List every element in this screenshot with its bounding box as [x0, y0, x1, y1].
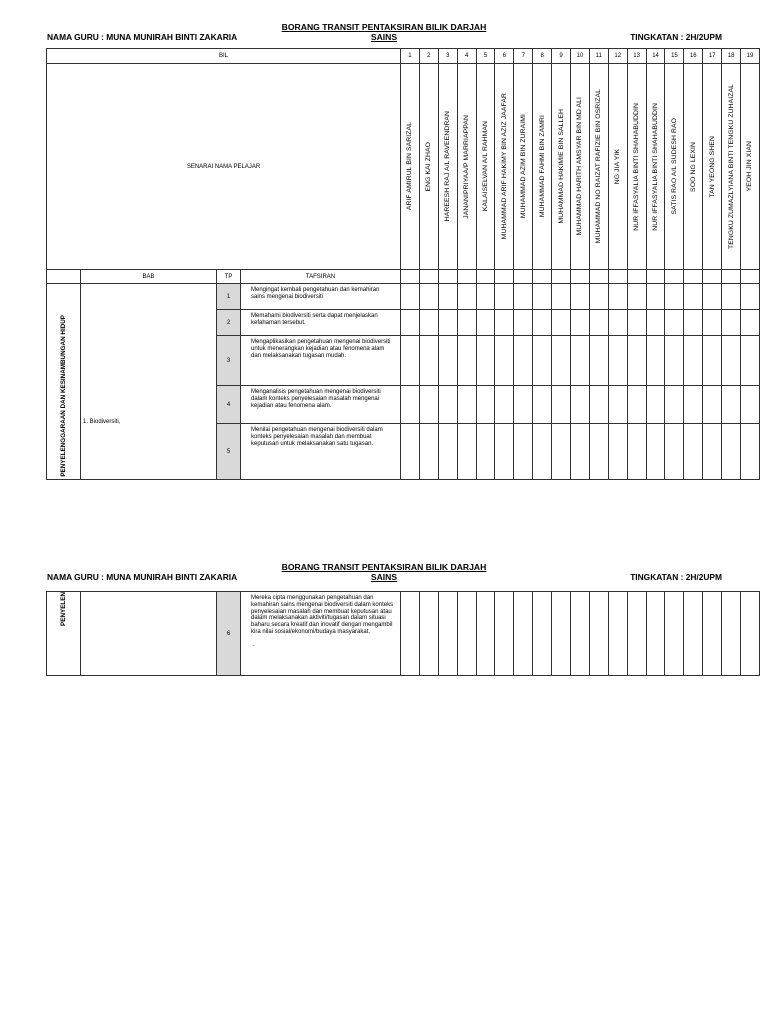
- mark-cell[interactable]: [646, 424, 665, 480]
- mark-cell[interactable]: [608, 284, 627, 310]
- student-number: 19: [741, 49, 760, 64]
- student-name-cell: [627, 64, 646, 270]
- blank-cell: [741, 270, 760, 284]
- mark-cell[interactable]: [438, 592, 457, 676]
- student-number: 6: [495, 49, 514, 64]
- topic-cell: [81, 284, 217, 480]
- student-name-cell: [552, 64, 571, 270]
- student-name-cell: [457, 64, 476, 270]
- mark-cell[interactable]: [571, 424, 590, 480]
- student-name: TAN YEONG SHEN: [708, 135, 716, 198]
- blank-cell: [589, 270, 608, 284]
- mark-cell[interactable]: [571, 386, 590, 424]
- mark-cell[interactable]: [646, 284, 665, 310]
- blank-cell: [608, 270, 627, 284]
- mark-cell[interactable]: [552, 310, 571, 336]
- mark-cell[interactable]: [646, 592, 665, 676]
- mark-cell[interactable]: [419, 592, 438, 676]
- mark-cell[interactable]: [741, 592, 760, 676]
- mark-cell[interactable]: [665, 424, 684, 480]
- mark-cell[interactable]: [703, 592, 722, 676]
- mark-cell[interactable]: [457, 336, 476, 386]
- trailing-dot: .: [253, 641, 255, 648]
- student-name: NG JIA YIK: [614, 148, 622, 185]
- blank-cell: [627, 270, 646, 284]
- student-name-cell: [401, 64, 420, 270]
- mark-cell[interactable]: [495, 336, 514, 386]
- tp-description: Menganalisis pengetahuan mengenai biodiversiti dalam konteks penyelesaian masalah mengenai kejadian atau fenomena alam.: [241, 386, 401, 424]
- blank-header: [47, 270, 81, 284]
- student-name: SOO NG LEXIN: [689, 141, 697, 192]
- mark-cell[interactable]: [627, 284, 646, 310]
- student-number: 1: [401, 49, 420, 64]
- student-number: 7: [514, 49, 533, 64]
- mark-cell[interactable]: [438, 386, 457, 424]
- mark-cell[interactable]: [438, 284, 457, 310]
- student-number: 10: [571, 49, 590, 64]
- mark-cell[interactable]: [665, 284, 684, 310]
- mark-cell[interactable]: [608, 592, 627, 676]
- bil-row: [47, 49, 760, 64]
- mark-cell[interactable]: [457, 284, 476, 310]
- mark-cell[interactable]: [589, 386, 608, 424]
- tp-level: 6: [217, 592, 241, 676]
- mark-cell[interactable]: [419, 336, 438, 386]
- mark-cell[interactable]: [571, 284, 590, 310]
- name-row: [47, 64, 760, 270]
- student-name-cell: [741, 64, 760, 270]
- student-name: MUHAMMAD FAHMI BIN ZAMRI: [538, 115, 546, 218]
- mark-cell[interactable]: [495, 386, 514, 424]
- student-name: SATIS RAO A/L SUDESH RAO: [670, 118, 678, 215]
- form-class: TINGKATAN : 2H/2UPM: [630, 572, 722, 582]
- mark-cell[interactable]: [722, 284, 741, 310]
- mark-cell[interactable]: [665, 336, 684, 386]
- mark-cell[interactable]: [495, 284, 514, 310]
- tp-description: Menilai pengetahuan mengenai biodiversiti dalam konteks penyelesaian masalah dan membuat keputusan untuk melaksanakan satu tugasan.: [241, 424, 401, 480]
- topic-label: 1. Biodiversiti,: [83, 419, 121, 425]
- student-name-cell: [722, 64, 741, 270]
- mark-cell[interactable]: [552, 424, 571, 480]
- student-name-cell: [514, 64, 533, 270]
- student-name-cell: [438, 64, 457, 270]
- blank-cell: [514, 270, 533, 284]
- student-name-cell: [665, 64, 684, 270]
- tp-level: 3: [217, 336, 241, 386]
- student-number: 12: [608, 49, 627, 64]
- tp-level: 2: [217, 310, 241, 336]
- tp-description: Memahami biodiversiti serta dapat menjelaskan kefahaman tersebut.: [241, 310, 401, 336]
- student-name: YEOH JIN XIAN: [746, 141, 754, 192]
- tp-level: 4: [217, 386, 241, 424]
- mark-cell[interactable]: [741, 310, 760, 336]
- mark-cell[interactable]: [684, 424, 703, 480]
- student-name-cell: [419, 64, 438, 270]
- mark-cell[interactable]: [419, 284, 438, 310]
- mark-cell[interactable]: [646, 336, 665, 386]
- mark-cell[interactable]: [533, 386, 552, 424]
- student-name-cell: [476, 64, 495, 270]
- mark-cell[interactable]: [457, 592, 476, 676]
- blank-cell: [684, 270, 703, 284]
- student-name: MUHAMMAD ARIF HAKIMY BIN AZIZ JAAFAR: [500, 93, 508, 240]
- teacher-name: NAMA GURU : MUNA MUNIRAH BINTI ZAKARIA: [47, 32, 238, 42]
- student-number: 18: [722, 49, 741, 64]
- mark-cell[interactable]: [703, 310, 722, 336]
- mark-cell[interactable]: [722, 386, 741, 424]
- tafsiran-header: TAFSIRAN: [241, 270, 401, 284]
- mark-cell[interactable]: [703, 336, 722, 386]
- mark-cell[interactable]: [703, 386, 722, 424]
- student-name-cell: [589, 64, 608, 270]
- tp-description: [241, 592, 401, 676]
- tp-level: 5: [217, 424, 241, 480]
- mark-cell[interactable]: [722, 310, 741, 336]
- mark-cell[interactable]: [722, 424, 741, 480]
- bab-header: BAB: [81, 270, 217, 284]
- student-name: NUR IFFASYALIA BINTI SHAHABUDDIN: [633, 102, 641, 231]
- mark-cell[interactable]: [741, 336, 760, 386]
- mark-cell[interactable]: [514, 592, 533, 676]
- mark-cell[interactable]: [571, 310, 590, 336]
- mark-cell[interactable]: [741, 284, 760, 310]
- student-name-cell: [703, 64, 722, 270]
- mark-cell[interactable]: [476, 386, 495, 424]
- mark-cell[interactable]: [401, 336, 420, 386]
- mark-cell[interactable]: [646, 386, 665, 424]
- topic-cell: [81, 592, 217, 676]
- theme-label: PENYELENGGARAAN DAN KESINAMBUNGAN HIDUP: [60, 315, 67, 477]
- theme-label: PENYELEN: [60, 592, 67, 626]
- student-name-cell: [571, 64, 590, 270]
- mark-cell[interactable]: [514, 386, 533, 424]
- mark-cell[interactable]: [571, 336, 590, 386]
- mark-cell[interactable]: [552, 386, 571, 424]
- student-name-cell: [533, 64, 552, 270]
- student-number: 3: [438, 49, 457, 64]
- blank-cell: [401, 270, 420, 284]
- mark-cell[interactable]: [476, 424, 495, 480]
- mark-cell[interactable]: [514, 310, 533, 336]
- blank-cell: [495, 270, 514, 284]
- student-list-label: SENARAI NAMA PELAJAR: [47, 64, 401, 270]
- mark-cell[interactable]: [741, 386, 760, 424]
- blank-cell: [571, 270, 590, 284]
- tp-header: TP: [217, 270, 241, 284]
- mark-cell[interactable]: [401, 424, 420, 480]
- mark-cell[interactable]: [741, 424, 760, 480]
- student-name: MUHAMMAD AZIM BIN ZURAIMI: [519, 114, 527, 219]
- mark-cell[interactable]: [533, 592, 552, 676]
- mark-cell[interactable]: [665, 386, 684, 424]
- mark-cell[interactable]: [495, 592, 514, 676]
- assessment-grid-page2: [46, 591, 760, 676]
- student-number: 13: [627, 49, 646, 64]
- student-name: MUHAMMAD HAKIMIE BIN SALLEH: [557, 109, 565, 224]
- student-name: KALAISELVAN A/L RAHMAN: [482, 121, 490, 212]
- form-class: TINGKATAN : 2H/2UPM: [630, 32, 722, 42]
- mark-cell[interactable]: [438, 310, 457, 336]
- student-number: 16: [684, 49, 703, 64]
- mark-cell[interactable]: [476, 284, 495, 310]
- mark-cell[interactable]: [476, 592, 495, 676]
- mark-cell[interactable]: [684, 386, 703, 424]
- mark-cell[interactable]: [533, 310, 552, 336]
- form-title: BORANG TRANSIT PENTAKSIRAN BILIK DARJAH SAINS: [281, 22, 487, 42]
- mark-cell[interactable]: [457, 386, 476, 424]
- mark-cell[interactable]: [514, 336, 533, 386]
- mark-cell[interactable]: [703, 284, 722, 310]
- student-name: JANANIPRIYAA/P MARRIAPPAN: [463, 114, 471, 219]
- student-name-cell: [608, 64, 627, 270]
- blank-cell: [665, 270, 684, 284]
- mark-cell[interactable]: [495, 310, 514, 336]
- column-header-row: [47, 270, 760, 284]
- mark-cell[interactable]: [722, 336, 741, 386]
- mark-cell[interactable]: [476, 310, 495, 336]
- mark-cell[interactable]: [419, 386, 438, 424]
- mark-cell[interactable]: [552, 336, 571, 386]
- tp-level: 1: [217, 284, 241, 310]
- tp-row: [47, 284, 760, 310]
- mark-cell[interactable]: [646, 310, 665, 336]
- mark-cell[interactable]: [684, 310, 703, 336]
- student-name-cell: [646, 64, 665, 270]
- blank-cell: [552, 270, 571, 284]
- mark-cell[interactable]: [665, 592, 684, 676]
- theme-cell: [47, 284, 81, 480]
- student-number: 15: [665, 49, 684, 64]
- student-name: HAREESH RAJ A/L RAVEENDRAN: [444, 111, 452, 222]
- blank-cell: [722, 270, 741, 284]
- mark-cell[interactable]: [457, 424, 476, 480]
- mark-cell[interactable]: [627, 386, 646, 424]
- tp-description-text: Mereka cipta menggunakan pengetahuan dan kemahiran sains mengenai biodiversiti dalam konteks penyelesaian masalah dan membuat keputusan atau dalam melaksanakan aktiviti/tugasan dalam situasi baharu secara kreatif dan inovatif dengan mengambil kira nilai sosial/ekonomi/budaya masyarakat.: [251, 595, 394, 635]
- mark-cell[interactable]: [495, 424, 514, 480]
- mark-cell[interactable]: [703, 424, 722, 480]
- student-name: MUHAMMAD HARITH AMSYAR BIN MD ALI: [576, 97, 584, 236]
- mark-cell[interactable]: [684, 336, 703, 386]
- mark-cell[interactable]: [589, 284, 608, 310]
- student-number: 2: [419, 49, 438, 64]
- blank-cell: [438, 270, 457, 284]
- blank-cell: [533, 270, 552, 284]
- mark-cell[interactable]: [419, 310, 438, 336]
- mark-cell[interactable]: [457, 310, 476, 336]
- blank-cell: [646, 270, 665, 284]
- mark-cell[interactable]: [665, 310, 684, 336]
- tp-description: Mengingat kembali pengetahuan dan kemahiran sains mengenai biodiversiti: [241, 284, 401, 310]
- student-number: 17: [703, 49, 722, 64]
- mark-cell[interactable]: [608, 386, 627, 424]
- student-name: TENGKU ZUMAZLYIANA BINTI TENGKU ZUHAIZAL: [727, 83, 735, 249]
- mark-cell[interactable]: [438, 336, 457, 386]
- mark-cell[interactable]: [627, 424, 646, 480]
- teacher-name: NAMA GURU : MUNA MUNIRAH BINTI ZAKARIA: [47, 572, 238, 582]
- blank-cell: [457, 270, 476, 284]
- mark-cell[interactable]: [627, 336, 646, 386]
- student-name-cell: [684, 64, 703, 270]
- student-number: 5: [476, 49, 495, 64]
- mark-cell[interactable]: [589, 336, 608, 386]
- assessment-grid: [46, 48, 760, 480]
- mark-cell[interactable]: [401, 386, 420, 424]
- mark-cell[interactable]: [684, 592, 703, 676]
- mark-cell[interactable]: [589, 592, 608, 676]
- mark-cell[interactable]: [533, 424, 552, 480]
- mark-cell[interactable]: [401, 310, 420, 336]
- mark-cell[interactable]: [514, 284, 533, 310]
- student-name: MUHAMMAD NO RAIZAT RAFIZIE BIN OSRIZAL: [595, 89, 603, 244]
- student-name-cell: [495, 64, 514, 270]
- mark-cell[interactable]: [552, 592, 571, 676]
- mark-cell[interactable]: [438, 424, 457, 480]
- mark-cell[interactable]: [533, 284, 552, 310]
- student-name: ARIF AMIRUL BIN SARIZAL: [406, 122, 414, 211]
- student-number: 4: [457, 49, 476, 64]
- blank-cell: [419, 270, 438, 284]
- mark-cell[interactable]: [589, 424, 608, 480]
- mark-cell[interactable]: [419, 424, 438, 480]
- student-number: 14: [646, 49, 665, 64]
- student-number: 9: [552, 49, 571, 64]
- student-number: 8: [533, 49, 552, 64]
- student-number: 11: [589, 49, 608, 64]
- mark-cell[interactable]: [571, 592, 590, 676]
- tp-description: Mengaplikasikan pengetahuan mengenai biodiversiti untuk menerangkan kejadian atau fenomena alam dan melaksanakan tugasan mudah.: [241, 336, 401, 386]
- blank-cell: [703, 270, 722, 284]
- mark-cell[interactable]: [514, 424, 533, 480]
- mark-cell[interactable]: [722, 592, 741, 676]
- mark-cell[interactable]: [608, 336, 627, 386]
- student-name: ENG KAI ZHAO: [425, 141, 433, 192]
- blank-cell: [476, 270, 495, 284]
- form-title: BORANG TRANSIT PENTAKSIRAN BILIK DARJAH SAINS: [281, 562, 487, 582]
- mark-cell[interactable]: [627, 592, 646, 676]
- mark-cell[interactable]: [476, 336, 495, 386]
- mark-cell[interactable]: [401, 284, 420, 310]
- mark-cell[interactable]: [552, 284, 571, 310]
- mark-cell[interactable]: [684, 284, 703, 310]
- mark-cell[interactable]: [401, 592, 420, 676]
- mark-cell[interactable]: [608, 310, 627, 336]
- bil-label: BIL: [47, 49, 401, 64]
- theme-cell: [47, 592, 81, 676]
- student-name: NUR IFFASYALIA BINTI SHAHABUDDIN: [652, 102, 660, 231]
- mark-cell[interactable]: [533, 336, 552, 386]
- mark-cell[interactable]: [589, 310, 608, 336]
- mark-cell[interactable]: [627, 310, 646, 336]
- tp-row: [47, 592, 760, 676]
- mark-cell[interactable]: [608, 424, 627, 480]
